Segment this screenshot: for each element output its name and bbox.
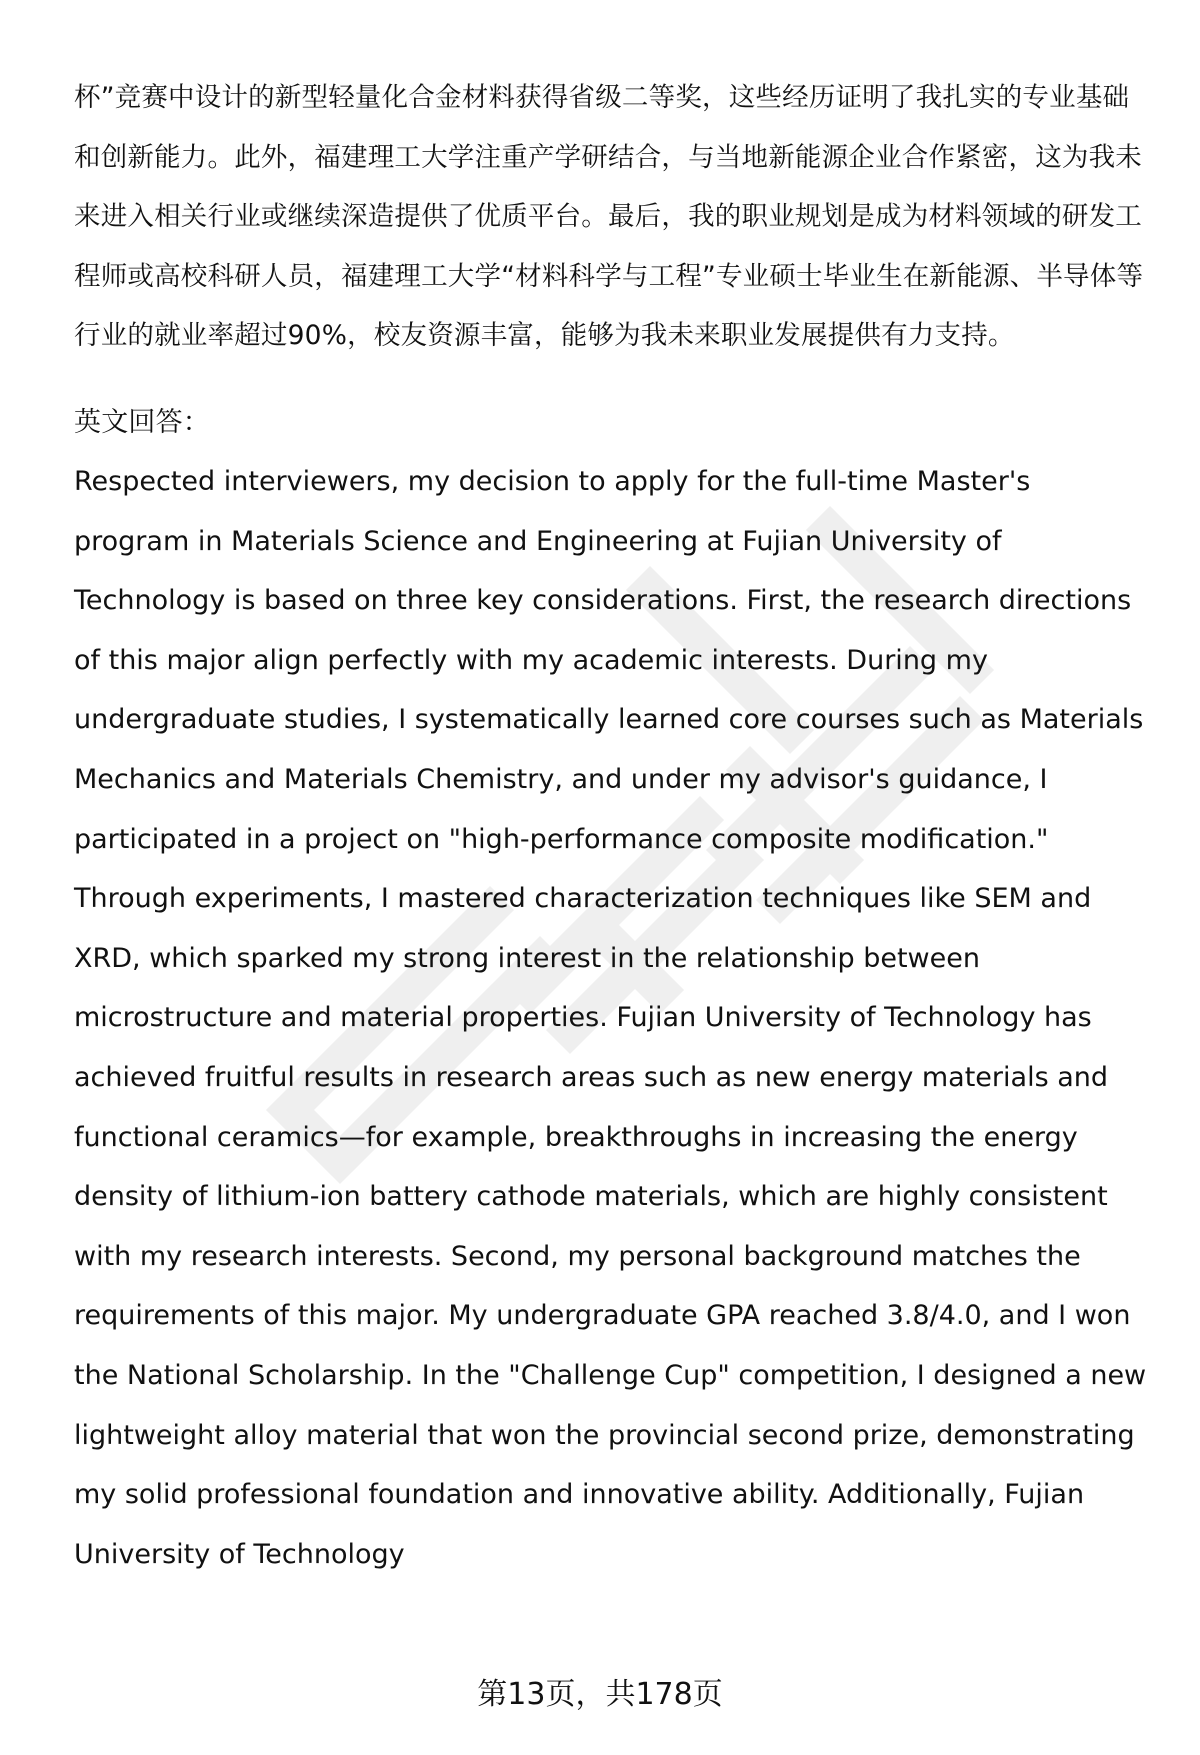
english-answer-paragraph: Respected interviewers, my decision to apply for the full-time Master's program in Materials Science and Engineering at Fujian University of Technology is based on three key considerations. First, the research directions of this major align perfectly with my academic interests. During my undergraduate studies, I systematically learned core courses such as Materials Mechanics and Materials Chemistry, and under my advisor's guidance, I participated in a project on "high-performance composite modification." Through experiments, I mastered characterization techniques like SEM and XRD, which sparked my strong interest in the relationship between microstructure and material properties. Fujian University of Technology has achieved fruitful results in research areas such as new energy materials and functional ceramics—for example, breakthroughs in increasing the energy density of lithium-ion battery cathode materials, which are highly consistent with my research interests. Second, my personal background matches the requirements of this major. My undergraduate GPA reached 3.8/4.0, and I won the National Scholarship. In the "Challenge Cup" competition, I designed a new lightweight alloy material that won the provincial second prize, demonstrating my solid professional foundation and innovative ability. Additionally, Fujian University of Technology	[74, 466, 1147, 1570]
english-answer-heading: 英文回答：	[74, 406, 210, 438]
document-body	[74, 68, 1154, 1584]
page-number-footer: 第13页，共178页	[477, 1677, 723, 1712]
chinese-answer-paragraph: 杯”竞赛中设计的新型轻量化合金材料获得省级二等奖，这些经历证明了我扎实的专业基础和创新能力。此外，福建理工大学注重产学研结合，与当地新能源企业合作紧密，这为我未来进入相关行业或继续深造提供了优质平台。最后，我的职业规划是成为材料领域的研发工程师或高校科研人员，福建理工大学“材料科学与工程”专业硕士毕业生在新能源、半导体等行业的就业率超过90%，校友资源丰富，能够为我未来职业发展提供有力支持。	[74, 82, 1144, 351]
